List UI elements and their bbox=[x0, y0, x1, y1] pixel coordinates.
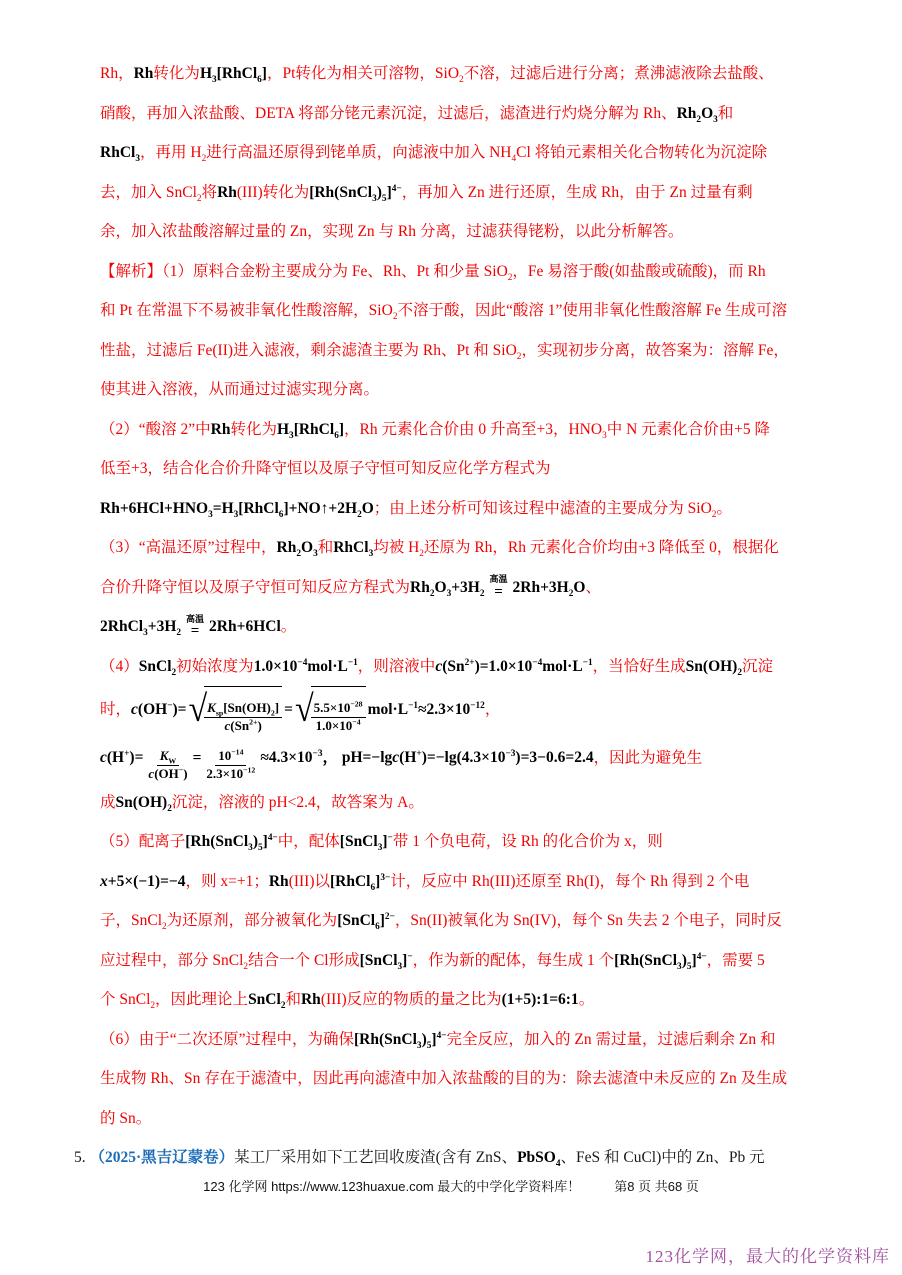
text-line bbox=[74, 1138, 816, 1178]
text-run: (III)转化为 bbox=[236, 183, 310, 201]
chemical-formula: $[Rh(SnCl_3)_5]^{4-}$ bbox=[185, 832, 278, 854]
footer-page-number: 第8 页 共68 页 bbox=[614, 1179, 699, 1194]
text-run: 带 1 个负电荷，设 Rh 的化合价为 x，则 bbox=[392, 833, 663, 851]
chemical-formula: RhCl$_3$ bbox=[100, 144, 140, 165]
text-run: 和 bbox=[717, 104, 734, 122]
text-line bbox=[100, 862, 816, 902]
text-run: ，则 x=+1； bbox=[185, 872, 269, 890]
text-run: 中，配体 bbox=[277, 833, 340, 851]
chemical-formula: $2RhCl_3+3H_2$ bbox=[100, 618, 182, 639]
footer-site-info: 123 化学网 https://www.123huaxue.com 最大的中学化学资料库！ bbox=[203, 1179, 581, 1194]
text-line bbox=[100, 941, 816, 981]
text-run: 去，加入 SnCl$_2$将 bbox=[100, 183, 218, 204]
chemical-formula: $Rh+6HCl+HNO_3=H_3[RhCl_6]+NO↑+2H_2O$ bbox=[100, 499, 374, 520]
text-run: （5）配离子 bbox=[100, 833, 186, 851]
chemical-formula: Rh bbox=[210, 420, 231, 438]
text-run: （6）由于“二次还原”过程中，为确保 bbox=[100, 1030, 355, 1048]
text-run: 计，反应中 Rh(III)还原至 Rh(I)，每个 Rh 得到 2 个电 bbox=[390, 872, 750, 890]
text-line bbox=[100, 1020, 816, 1060]
text-run: ，作为新的配体，每生成 1 个 bbox=[412, 951, 615, 969]
text-line bbox=[100, 291, 816, 331]
text-run: 、FeS 和 CuCl)中的 Zn、Pb 元 bbox=[560, 1149, 765, 1167]
text-run: 沉淀 bbox=[742, 657, 774, 675]
text-run: ， bbox=[484, 700, 501, 718]
text-line bbox=[100, 449, 816, 489]
chemical-formula: $Sn(OH)_2$ bbox=[685, 657, 743, 678]
text-line bbox=[100, 1099, 816, 1139]
chemical-formula: $\approx 4.3\times 10^{-3}$， $pH=-\lg c(H^+)=-\lg(4.3\times 10^{-3})=3-0.6=2.4$ bbox=[260, 749, 594, 767]
text-line bbox=[100, 568, 816, 608]
text-run: ，需要 5 bbox=[706, 951, 765, 969]
chemical-formula: c(OH−)= bbox=[131, 700, 187, 718]
text-run: (III)以 bbox=[288, 872, 330, 890]
fraction-formula: $\frac{K_W}{c(OH^-)}$ bbox=[148, 747, 188, 781]
text-run: 均被 $H_2$还原为 Rh，Rh 元素化合价均由+3 降低至 0，根据化 bbox=[373, 539, 779, 560]
fraction-formula: $\frac{10^{-14}}{2.3\times 10^{-12}}$ bbox=[206, 747, 256, 781]
text-run: 使其进入溶液，从而通过过滤实现分离。 bbox=[100, 381, 380, 398]
chemical-formula: 2Rh+6HCl bbox=[209, 618, 281, 635]
text-run: （2）“酸溶 2”中 bbox=[100, 420, 211, 438]
chemical-formula: Rh bbox=[217, 183, 237, 201]
chemical-formula: x+5×(−1)=−4 bbox=[100, 872, 186, 890]
chemical-formula: $Rh_2O_3+3H_2$ bbox=[410, 578, 485, 599]
chemical-formula: [SnCl$_6$]$^{2-}$ bbox=[337, 911, 395, 933]
chemical-formula: $1.0\times 10^{-4}mol\cdot L^{-1}$ bbox=[253, 657, 358, 675]
document-body bbox=[74, 54, 816, 1178]
text-line bbox=[100, 489, 816, 529]
text-line bbox=[100, 94, 816, 134]
text-line bbox=[100, 212, 816, 252]
text-run: 的 Sn。 bbox=[100, 1109, 152, 1127]
text-run: 性盐，过滤后 Fe(II)进入滤液，剩余滤渣主要为 Rh、Pt 和 SiO$_2$，实现初步分离，故答案为：溶解 Fe， bbox=[100, 341, 789, 362]
chemical-formula: c(H+)= bbox=[100, 749, 144, 767]
text-line bbox=[100, 647, 816, 687]
chemical-formula: SnCl$_2$ bbox=[248, 991, 286, 1012]
text-line bbox=[100, 1059, 816, 1099]
text-run: ，Rh 元素化合价由 0 升高至+3，$HNO_3$中 N 元素化合价由+5 降 bbox=[344, 420, 771, 441]
text-run: 【解析】（1）原料合金粉主要成分为 Fe、Rh、Pt 和少量 SiO$_2$，Fe 易溶于酸(如盐酸或硫酸)，而 Rh bbox=[100, 262, 766, 283]
text-line bbox=[100, 370, 816, 410]
text-run: 转化为 bbox=[230, 420, 277, 438]
text-run: 时， bbox=[100, 700, 132, 718]
sqrt-fraction-formula: √ $\frac{5.5\times 10^{-28}}{1.0\times 10^{-4}}$ bbox=[295, 686, 366, 735]
text-run: 应过程中，部分 SnCl$_2$结合一个 Cl形成 bbox=[100, 951, 360, 972]
chemical-formula: Rh bbox=[300, 991, 321, 1009]
text-run: ，Sn(II)被氧化为 Sn(IV)，每个 Sn 失去 2 个电子，同时反 bbox=[394, 912, 782, 930]
chemical-formula: [SnCl$_3$]− bbox=[339, 832, 393, 854]
text-run: ，再加入 Zn 进行还原，生成 Rh，由于 Zn 过量有剩 bbox=[401, 183, 753, 201]
chemical-formula: (1+5):1=6:1 bbox=[501, 991, 579, 1009]
page-footer bbox=[0, 1176, 902, 1195]
chemical-formula: $mol\cdot L^{-1}\approx 2.3\times 10^{-12}$ bbox=[367, 700, 485, 718]
text-run: 。 bbox=[280, 618, 297, 635]
chemical-formula: [SnCl$_3$]− bbox=[359, 951, 413, 972]
text-line bbox=[100, 410, 816, 450]
chemical-formula: Rh bbox=[268, 872, 289, 890]
text-run: ，因此为避免生 bbox=[593, 749, 703, 767]
text-run: ，再用 $H_2$进行高温还原得到铑单质，向滤液中加入 $NH_4Cl$ 将铂元素相关化合物转化为沉淀除 bbox=[139, 144, 768, 165]
chemical-formula: $[Rh(SnCl_3)_5]^{4-}$ bbox=[354, 1030, 447, 1051]
text-run: （4） bbox=[100, 657, 139, 675]
text-run: (III)反应的物质的量之比为 bbox=[320, 991, 502, 1009]
text-run: Rh， bbox=[100, 65, 134, 82]
exam-source-tag: （2025·黑吉辽蒙卷） bbox=[89, 1149, 235, 1167]
chemical-formula: $Rh_2O_3$ bbox=[676, 104, 718, 125]
text-line bbox=[100, 901, 816, 941]
chemical-formula: $[Rh(SnCl_3)_5]^{4-}$ bbox=[309, 183, 402, 204]
chemical-formula: SnCl$_2$ bbox=[138, 657, 177, 678]
chemical-formula: $c(Sn^{2+})=1.0\times 10^{-4}mol\cdot L^{-1}$ bbox=[435, 657, 593, 675]
text-run: 子，SnCl$_2$为还原剂，部分被氧化为 bbox=[100, 912, 338, 933]
text-line bbox=[100, 980, 816, 1020]
text-line bbox=[100, 735, 816, 783]
text-run: 生成物 Rh、Sn 存在于滤渣中，因此再向滤渣中加入浓盐酸的目的为：除去滤渣中未反应的 Zn 及生成 bbox=[100, 1070, 788, 1088]
text-run: 和 Pt 在常温下不易被非氧化性酸溶解，SiO$_2$不溶于酸，因此“酸溶 1”使用非氧化性酸溶解 Fe 生成可溶 bbox=[100, 302, 788, 323]
chemical-formula: = bbox=[284, 700, 293, 718]
chemical-formula: $Sn(OH)_2$ bbox=[115, 793, 172, 814]
chemical-formula: $Rh_2O_3$ bbox=[276, 539, 318, 560]
reaction-condition-equals: 高温 = bbox=[489, 574, 508, 600]
chemical-formula: $H_3[RhCl_6]$ bbox=[199, 65, 267, 86]
chemical-formula: RhCl$_3$ bbox=[333, 539, 374, 560]
text-run: ；由上述分析可知该过程中滤渣的主要成分为 SiO$_2$。 bbox=[373, 499, 732, 520]
text-line bbox=[100, 252, 816, 292]
text-line bbox=[100, 783, 816, 823]
text-run: 初始浓度为 bbox=[176, 657, 254, 675]
chemical-formula: [RhCl$_6$]$^{3-}$ bbox=[330, 872, 391, 893]
text-run: 。 bbox=[578, 991, 595, 1009]
text-run: ，Pt转化为相关可溶物，SiO$_2$不溶，过滤后进行分离；煮沸滤液除去盐酸、 bbox=[266, 65, 774, 86]
reaction-condition-equals: 高温 = bbox=[186, 613, 205, 640]
chemical-formula: $H_3[RhCl_6]$ bbox=[276, 420, 345, 441]
text-line bbox=[100, 607, 816, 647]
text-run: 和 bbox=[285, 991, 301, 1009]
text-line bbox=[100, 331, 816, 371]
text-run: 沉淀，溶液的 pH<2.4，故答案为 A。 bbox=[171, 793, 424, 811]
text-run: ，则溶液中 bbox=[357, 657, 436, 675]
text-line bbox=[100, 133, 816, 173]
text-run: 个 SnCl$_2$，因此理论上 bbox=[100, 991, 249, 1012]
text-run: ，当恰好生成 bbox=[592, 657, 686, 675]
sqrt-fraction-formula: √ $\frac{K_{sp}[Sn(OH)_2]}{c(Sn^{2+})}$ bbox=[189, 686, 283, 735]
text-run: 转化为 bbox=[153, 65, 200, 82]
text-run: 成 bbox=[100, 793, 116, 811]
text-line bbox=[100, 54, 816, 94]
text-run: 、 bbox=[585, 578, 601, 596]
chemical-formula: PbSO$_4$ bbox=[517, 1149, 561, 1170]
radical-sign: √ bbox=[294, 689, 314, 730]
text-line bbox=[100, 173, 816, 213]
text-run: 合价升降守恒以及原子守恒可知反应方程式为 bbox=[100, 578, 411, 596]
radical-sign: √ bbox=[188, 689, 208, 730]
text-run: 硝酸，再加入浓盐酸、DETA 将部分铑元素沉淀，过滤后，滤渣进行灼烧分解为 Rh、 bbox=[100, 104, 677, 122]
chemical-formula: = bbox=[192, 749, 202, 767]
text-run: 某工厂采用如下工艺回收废渣(含有 ZnS、 bbox=[234, 1149, 518, 1167]
text-run: 完全反应，加入的 Zn 需过量，过滤后剩余 Zn 和 bbox=[446, 1030, 776, 1048]
text-run: 和 bbox=[317, 539, 334, 556]
text-run: 低至+3，结合化合价升降守恒以及原子守恒可知反应化学方程式为 bbox=[100, 460, 551, 477]
text-line bbox=[100, 686, 816, 735]
chemical-formula: $2Rh+3H_2O$ bbox=[512, 578, 586, 599]
text-run: （3）“高温还原”过程中， bbox=[100, 539, 277, 556]
text-line bbox=[100, 528, 816, 568]
text-line bbox=[100, 822, 816, 862]
text-run: 余，加入浓盐酸溶解过量的 Zn，实现 Zn 与 Rh 分离，过滤获得铑粉，以此分析解答。 bbox=[100, 223, 684, 240]
text-run: 5. bbox=[74, 1149, 90, 1167]
chemical-formula: Rh bbox=[133, 65, 154, 82]
chemical-formula: $[Rh(SnCl_3)_5]^{4-}$ bbox=[614, 951, 707, 972]
watermark: 123化学网，最大的化学资料库 bbox=[645, 1247, 890, 1266]
